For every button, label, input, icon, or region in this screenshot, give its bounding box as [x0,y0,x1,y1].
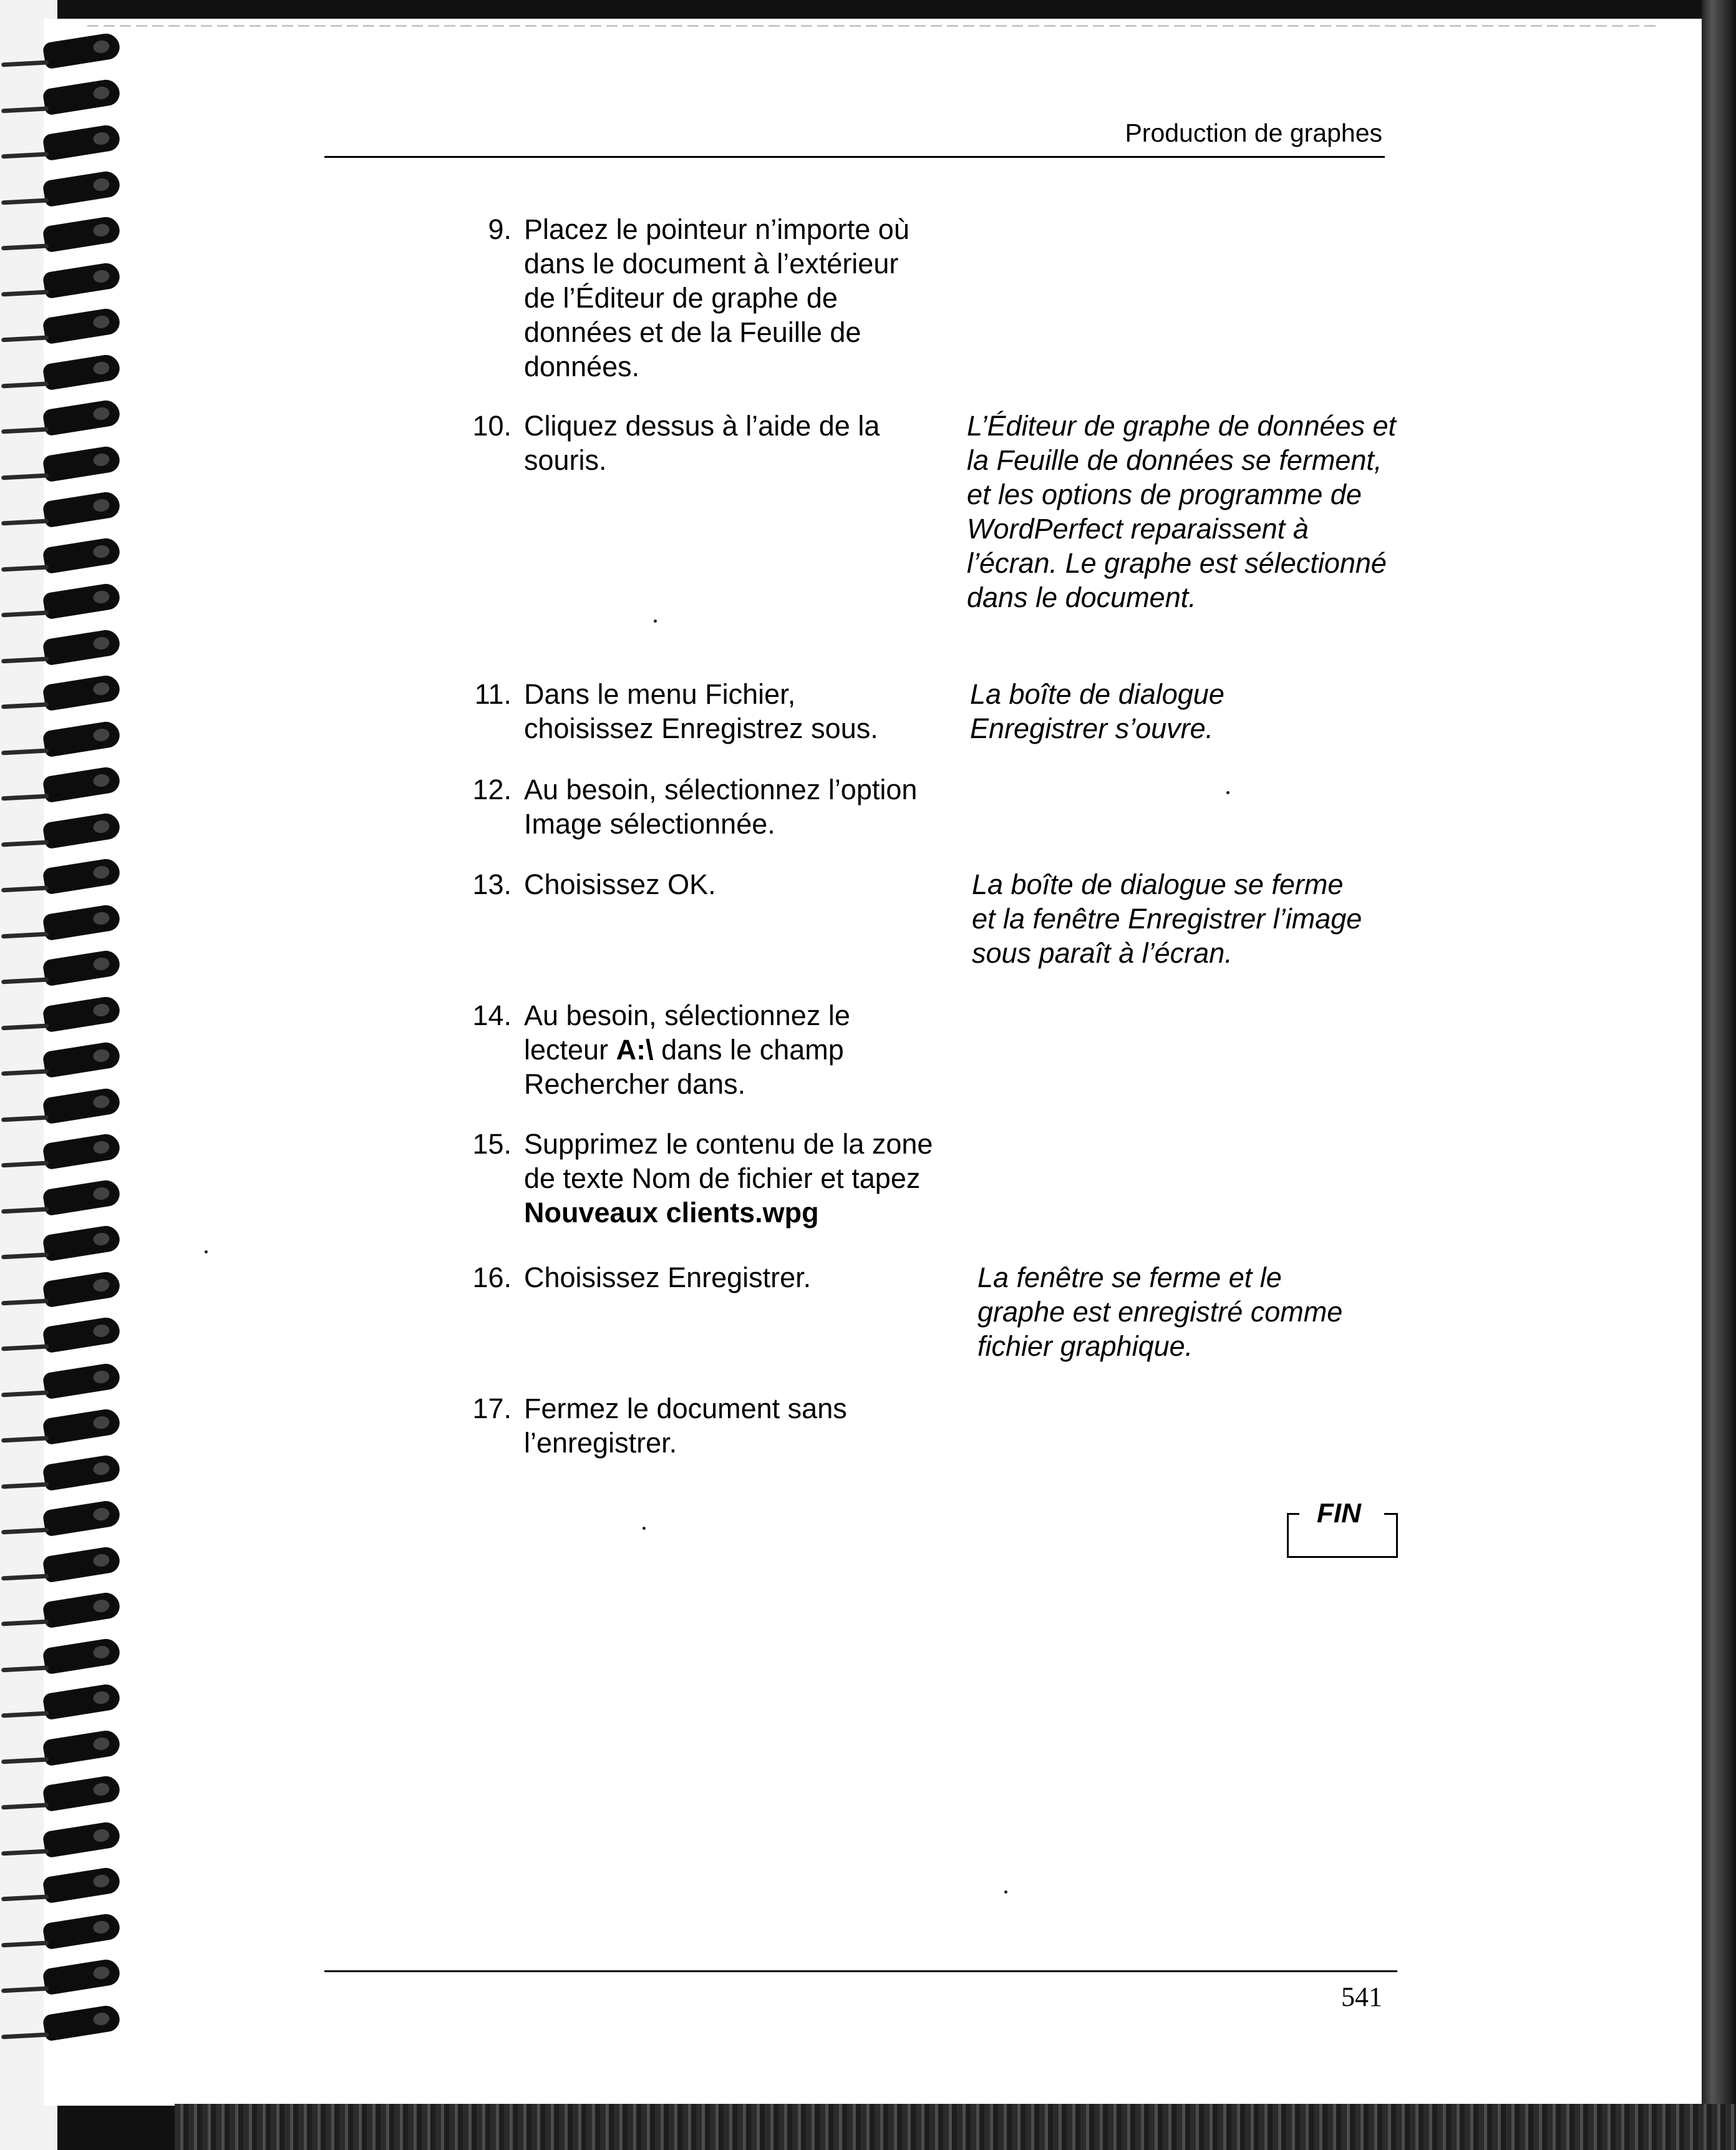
binding-ring [42,582,121,620]
scan-speck [643,1527,646,1530]
step-number: 13. [472,868,512,900]
binding-ring [42,536,121,574]
step-result: La fenêtre se ferme et le graphe est enregistré comme fichier graphique. [977,1262,1343,1362]
scan-right-border [1702,0,1736,2150]
step-number: 12. [472,774,512,805]
step-number: 11. [474,678,512,710]
binding-ring [42,719,121,757]
binding-ring [42,1408,121,1446]
binding-ring [42,857,121,895]
end-marker [1287,1498,1398,1558]
step-instruction: Choisissez OK. [524,868,716,900]
binding-ring [42,1545,121,1583]
step-instruction [524,998,904,1101]
binding-ring [42,674,121,712]
binding-ring [42,1041,121,1079]
binding-ring [42,949,121,987]
binding-ring [42,1820,121,1858]
instruction-text: dans le champ Rechercher dans. [524,1034,844,1100]
step-instruction: Choisissez Enregistrer. [524,1262,812,1293]
binding-ring [42,124,121,162]
end-marker-side [1287,1513,1289,1558]
binding-ring [42,1086,121,1124]
step-number: 10. [472,410,512,442]
step-instruction: Placez le pointeur n’importe où dans le document à l’extérieur de l’Éditeur de graphe de données et de la Feuille de données. [524,213,909,382]
binding-ring [42,1224,121,1262]
binding-ring [42,1316,121,1354]
binding-ring [42,1728,121,1766]
instruction-text: Au besoin, sélectionnez le lecteur [524,1000,850,1066]
binding-ring [42,1958,121,1996]
instruction-bold: A:\ [616,1034,654,1066]
binding-ring [42,1453,121,1491]
binding-ring [42,1774,121,1812]
footer-rule [324,1970,1397,1972]
binding-ring [42,2003,121,2041]
end-marker-corner [1287,1513,1299,1515]
step-result: La boîte de dialogue Enregistrer s’ouvre. [970,678,1224,744]
scan-speck [1226,791,1229,794]
binding-ring [42,903,121,941]
step-result: L’Éditeur de graphe de données et la Feuille de données se ferment, et les options de programme de WordPerfect reparaissent à l’écran. Le graphe est sélectionné dans le document. [967,410,1397,613]
binding-ring [42,811,121,849]
binding-ring [42,1178,121,1216]
binding-ring [42,1683,121,1721]
running-header: Production de graphes [1125,119,1382,147]
step-number: 15. [472,1128,512,1160]
step-number: 17. [472,1393,512,1424]
step-instruction: Cliquez dessus à l’aide de la souris. [524,410,880,476]
page-number: 541 [1341,1982,1382,2012]
binding-ring [42,1499,121,1537]
binding-ring [42,261,121,299]
binding-ring [42,307,121,345]
end-marker-label: FIN [1317,1498,1361,1529]
step-number: 14. [472,1000,512,1031]
binding-ring [42,444,121,482]
binding-ring [42,995,121,1033]
end-marker-side [1396,1513,1398,1558]
binding-ring [42,628,121,666]
step-instruction [524,1127,948,1230]
page-top-edge [87,25,1659,27]
step-result: La boîte de dialogue se ferme et la fenêtre Enregistrer l’image sous paraît à l’écran. [972,868,1362,969]
step-number: 9. [488,213,512,245]
step-instruction: Au besoin, sélectionnez l’option Image sélectionnée. [524,774,918,840]
header-rule [324,156,1385,158]
binding-ring [42,1361,121,1399]
instruction-bold: Nouveaux clients.wpg [524,1197,819,1228]
scan-speck [1004,1890,1007,1894]
binding-ring [42,1132,121,1170]
binding-ring [42,1866,121,1904]
scan-speck [205,1250,208,1253]
instruction-text: Supprimez le contenu de la zone de texte Nom de fichier et tapez [524,1128,933,1194]
scan-bottom-border [175,2104,1736,2150]
step-number: 16. [472,1262,512,1293]
spiral-binding [0,37,131,2046]
binding-ring [42,766,121,804]
binding-ring [42,169,121,207]
binding-ring [42,353,121,391]
binding-ring [42,32,121,70]
binding-ring [42,1591,121,1629]
step-instruction: Dans le menu Fichier, choisissez Enregistrez sous. [524,678,878,744]
end-marker-base [1287,1556,1398,1558]
binding-ring [42,1912,121,1950]
binding-ring [42,399,121,437]
binding-ring [42,77,121,115]
binding-ring [42,1637,121,1675]
binding-ring [42,1270,121,1308]
binding-ring [42,490,121,528]
scan-speck [654,620,657,623]
step-instruction: Fermez le document sans l’enregistrer. [524,1393,847,1459]
binding-ring [42,215,121,253]
